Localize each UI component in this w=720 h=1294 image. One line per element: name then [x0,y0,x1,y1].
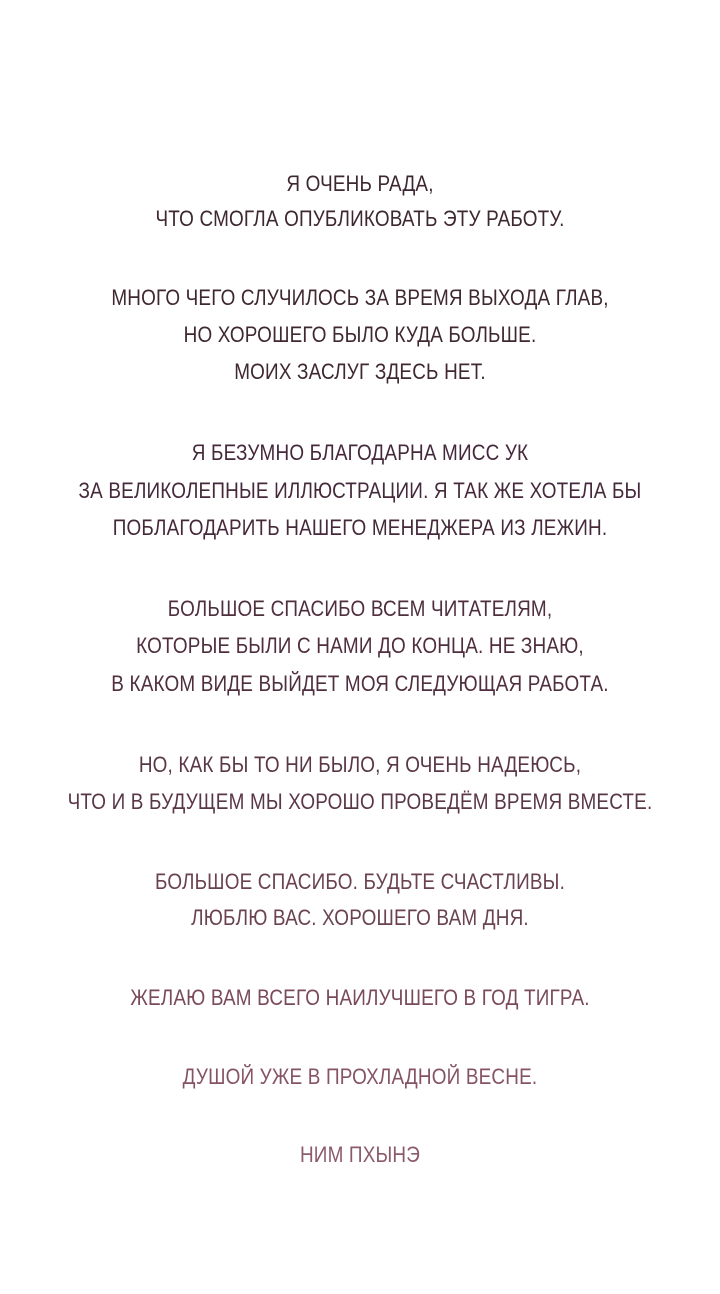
text-line: МНОГО ЧЕГО СЛУЧИЛОСЬ ЗА ВРЕМЯ ВЫХОДА ГЛАВ, [111,285,609,310]
text-line: ДУШОЙ УЖЕ В ПРОХЛАДНОЙ ВЕСНЕ. [182,1064,538,1089]
text-line: В КАКОМ ВИДЕ ВЫЙДЕТ МОЯ СЛЕДУЮЩАЯ РАБОТА. [111,671,609,696]
text-line: ЧТО И В БУДУЩЕМ МЫ ХОРОШО ПРОВЕДЁМ ВРЕМЯ ВМЕСТЕ. [67,789,653,814]
text-line: МОИХ ЗАСЛУГ ЗДЕСЬ НЕТ. [234,359,486,384]
text-line: ЛЮБЛЮ ВАС. ХОРОШЕГО ВАМ ДНЯ. [191,905,529,930]
text-line: ПОБЛАГОДАРИТЬ НАШЕГО МЕНЕДЖЕРА ИЗ ЛЕЖИН. [112,515,608,540]
text-line: ЖЕЛАЮ ВАМ ВСЕГО НАИЛУЧШЕГО В ГОД ТИГРА. [130,985,590,1010]
text-line: ЧТО СМОГЛА ОПУБЛИКОВАТЬ ЭТУ РАБОТУ. [155,206,565,231]
text-line: БОЛЬШОЕ СПАСИБО ВСЕМ ЧИТАТЕЛЯМ, [167,596,553,621]
text-line: БОЛЬШОЕ СПАСИБО. БУДЬТЕ СЧАСТЛИВЫ. [154,869,566,894]
text-line: НО, КАК БЫ ТО НИ БЫЛО, Я ОЧЕНЬ НАДЕЮСЬ, [138,752,582,777]
text-line: НО ХОРОШЕГО БЫЛО КУДА БОЛЬШЕ. [183,322,537,347]
text-line: ЗА ВЕЛИКОЛЕПНЫЕ ИЛЛЮСТРАЦИИ. Я ТАК ЖЕ ХОТЕЛА БЫ [78,478,642,503]
text-line: Я БЕЗУМНО БЛАГОДАРНА МИСС УК [191,440,529,465]
text-line: КОТОРЫЕ БЫЛИ С НАМИ ДО КОНЦА. НЕ ЗНАЮ, [136,633,584,658]
text-line: Я ОЧЕНЬ РАДА, [286,171,434,196]
signature: НИМ ПХЫНЭ [299,1142,421,1167]
